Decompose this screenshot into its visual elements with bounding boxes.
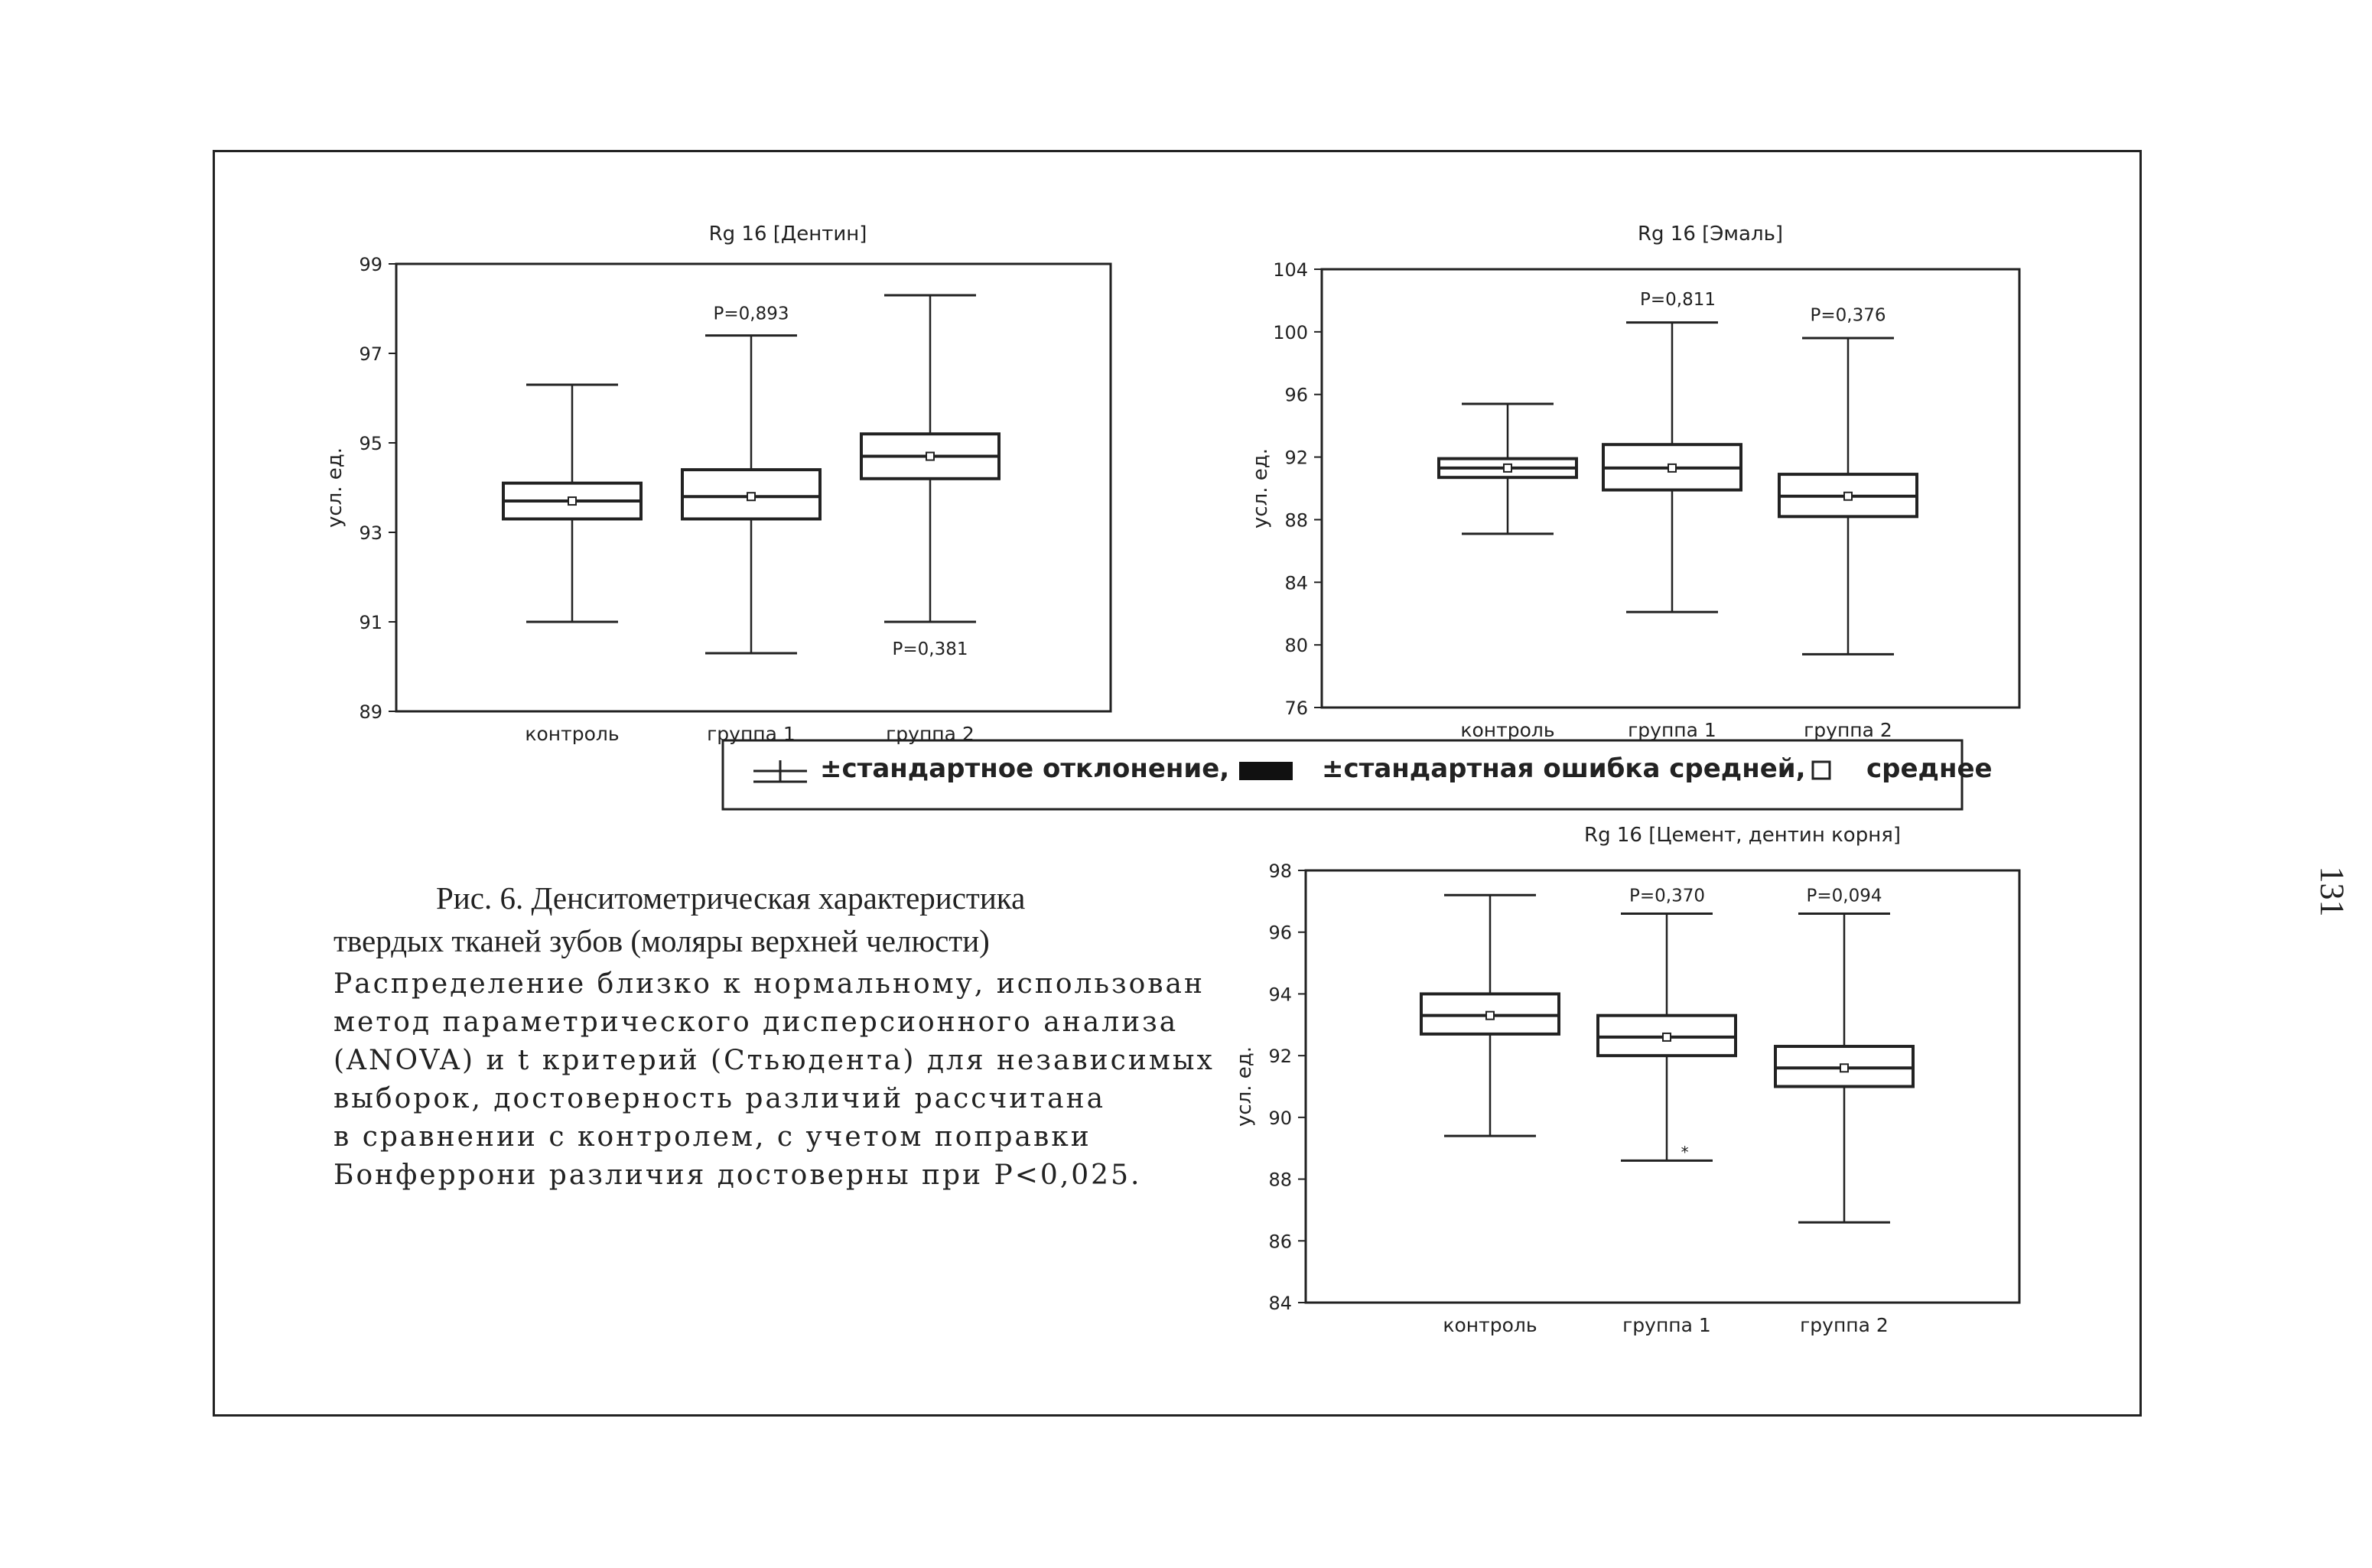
p-value-annotation: P=0,370 — [1629, 886, 1705, 906]
mean-marker — [1663, 1033, 1671, 1041]
p-value-annotation: * — [1681, 1143, 1689, 1162]
chart-title: Rg 16 [Цемент, дентин корня] — [1584, 824, 1901, 847]
mean-marker — [1668, 464, 1676, 472]
caption-title-line1: Рис. 6. Денситометрическая характеристика — [436, 880, 1026, 916]
box-3 — [1779, 338, 1917, 654]
y-tick-label: 92 — [1268, 1046, 1292, 1068]
y-axis-label: усл. ед. — [1233, 1046, 1256, 1127]
y-tick-label: 88 — [1268, 1169, 1292, 1191]
y-tick-label: 80 — [1284, 635, 1308, 657]
p-value-annotation: P=0,376 — [1810, 305, 1886, 326]
mean-marker — [1840, 1064, 1848, 1072]
chart-3 — [1233, 824, 2019, 1336]
y-tick-label: 95 — [359, 433, 382, 454]
y-tick-label: 99 — [359, 254, 382, 275]
x-tick-label: контроль — [1443, 1314, 1537, 1336]
y-tick-label: 96 — [1284, 384, 1308, 406]
x-tick-label: группа 2 — [886, 723, 975, 745]
x-tick-label: группа 1 — [1628, 719, 1716, 741]
legend-mean-marker — [1813, 762, 1830, 779]
y-tick-label: 90 — [1268, 1107, 1292, 1129]
y-tick-label: 94 — [1268, 984, 1292, 1006]
page-number: 131 — [2313, 866, 2351, 917]
caption-body: Распределение близко к нормальному, использован метод параметрического дисперсионного анализа (ANOVA) и t критерий (Стьюдента) для независимых выборок, достоверность различий рассчитана в сравнении с контролем, с учетом поправки Бонферрони различия достоверны при P<0,025. — [334, 968, 1215, 1191]
caption-title-line2: твердых тканей зубов (моляры верхней челюсти) — [334, 923, 990, 958]
p-value-annotation: P=0,381 — [892, 639, 968, 660]
box-1 — [1439, 404, 1576, 534]
legend-sd-label: ±стандартное отклонение, — [820, 753, 1230, 784]
y-tick-label: 84 — [1284, 572, 1308, 594]
y-tick-label: 93 — [359, 522, 382, 544]
y-tick-label: 100 — [1273, 321, 1308, 343]
x-tick-label: контроль — [1460, 719, 1555, 741]
box-1 — [503, 385, 641, 622]
box-1 — [1421, 895, 1559, 1136]
legend-mean-label: среднее — [1866, 753, 1993, 784]
y-tick-label: 96 — [1268, 922, 1292, 944]
chart-title: Rg 16 [Дентин] — [708, 223, 867, 246]
mean-marker — [1504, 464, 1511, 472]
chart-1 — [324, 223, 1111, 745]
mean-marker — [568, 497, 576, 505]
box-3 — [861, 295, 999, 622]
x-tick-label: группа 2 — [1804, 719, 1892, 741]
chart-2 — [1249, 223, 2019, 741]
p-value-annotation: P=0,811 — [1640, 289, 1716, 310]
mean-marker — [926, 453, 934, 460]
box-2 — [1598, 914, 1736, 1161]
p-value-annotation: P=0,094 — [1806, 886, 1882, 906]
y-tick-label: 97 — [359, 343, 382, 365]
y-tick-label: 98 — [1268, 860, 1292, 882]
y-tick-label: 92 — [1284, 447, 1308, 469]
x-tick-label: группа 1 — [707, 723, 796, 745]
mean-marker — [1486, 1012, 1494, 1020]
y-tick-label: 89 — [359, 701, 382, 723]
p-value-annotation: P=0,893 — [713, 304, 789, 324]
mean-marker — [1844, 493, 1852, 500]
legend — [723, 740, 1993, 809]
y-tick-label: 88 — [1284, 509, 1308, 532]
chart-title: Rg 16 [Эмаль] — [1637, 223, 1784, 246]
y-tick-label: 76 — [1284, 698, 1308, 719]
box-2 — [682, 336, 820, 653]
figure-caption — [334, 877, 1251, 1195]
box-2 — [1603, 323, 1741, 613]
x-tick-label: группа 1 — [1622, 1314, 1711, 1336]
x-tick-label: группа 2 — [1800, 1314, 1889, 1336]
x-tick-label: контроль — [525, 723, 620, 745]
y-axis-label: усл. ед. — [1249, 447, 1272, 529]
legend-se-swatch — [1239, 762, 1293, 780]
legend-se-label: ±стандартная ошибка средней, — [1322, 753, 1806, 784]
y-tick-label: 86 — [1268, 1231, 1292, 1253]
box-3 — [1775, 914, 1913, 1223]
mean-marker — [747, 493, 755, 500]
y-axis-label: усл. ед. — [324, 447, 347, 529]
y-tick-label: 91 — [359, 612, 382, 633]
y-tick-label: 104 — [1273, 259, 1308, 281]
y-tick-label: 84 — [1268, 1293, 1292, 1314]
